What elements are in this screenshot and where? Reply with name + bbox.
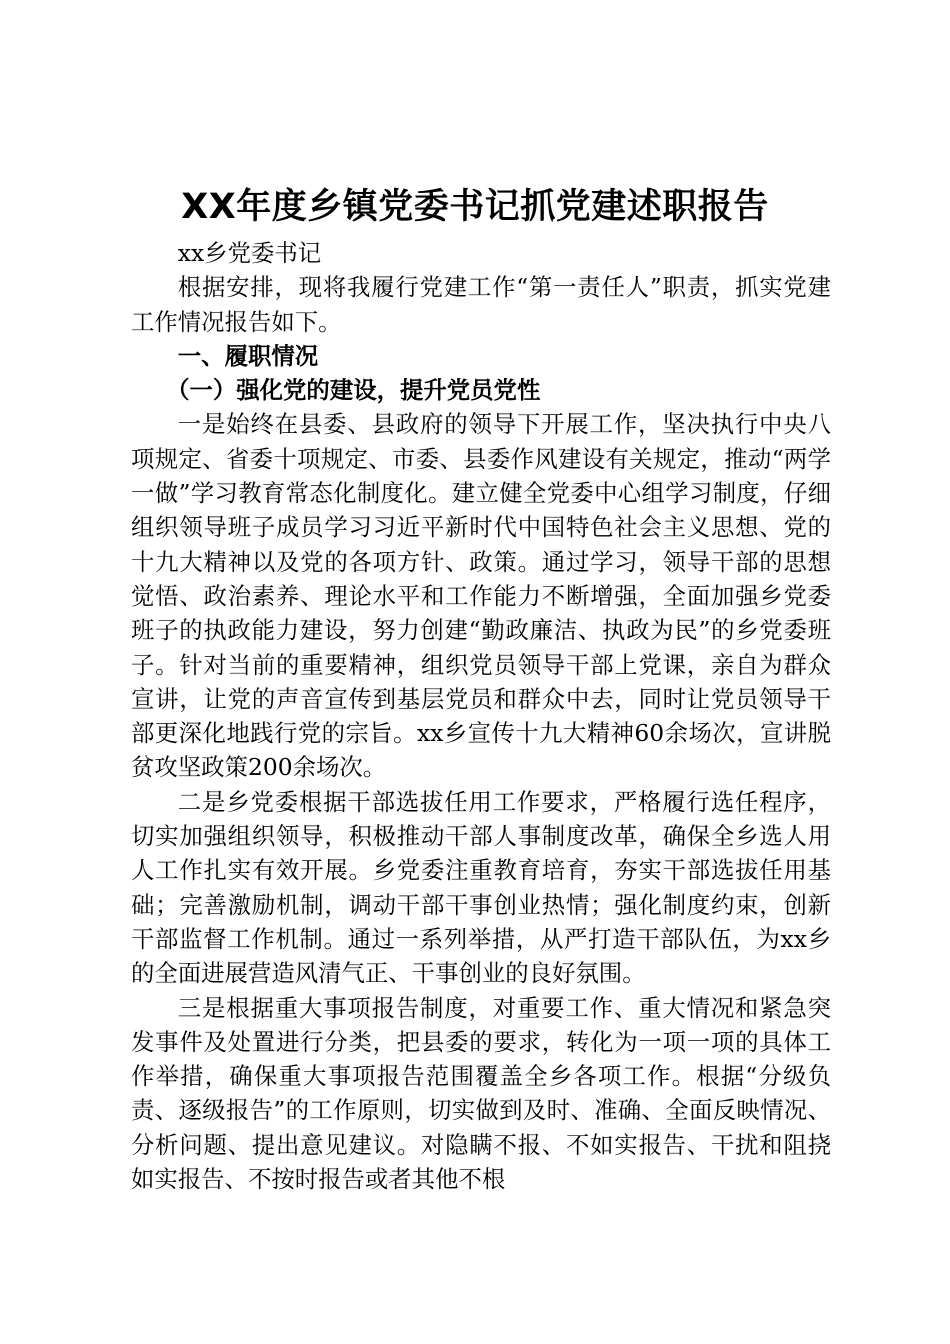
body-paragraph: 三是根据重大事项报告制度，对重要工作、重大情况和紧急突发事件及处置进行分类，把县委的要求，转化为一项一项的具体工作举措，确保重大事项报告范围覆盖全乡各项工作。根据“分级负责、逐级报告”的工作原则，切实做到及时、准确、全面反映情况、分析问题、提出意见建议。对隐瞒不报、不如实报告、干扰和阻挠如实报告、不按时报告或者其他不根: [131, 993, 831, 1194]
document-title: XX年度乡镇党委书记抓党建述职报告: [181, 187, 769, 227]
subsection-heading: （一）强化党的建设，提升党员党性: [166, 376, 541, 405]
body-paragraph: 一是始终在县委、县政府的领导下开展工作，坚决执行中央八项规定、省委十项规定、市委、县委作风建设有关规定，推动“两学一做”学习教育常态化制度化。建立健全党委中心组学习制度，仔细组织领导班子成员学习习近平新时代中国特色社会主义思想、党的十九大精神以及党的各项方针、政策。通过学习，领导干部的思想觉悟、政治素养、理论水平和工作能力不断增强，全面加强乡党委班子的执政能力建设，努力创建“勤政廉洁、执政为民”的乡党委班子。针对当前的重要精神，组织党员领导干部上党课，亲自为群众宣讲，让党的声音宣传到基层党员和群众中去，同时让党员领导干部更深化地践行党的宗旨。xx乡宣传十九大精神60余场次，宣讲脱贫攻坚政策200余场次。: [131, 410, 831, 782]
author-line: xx乡党委书记: [177, 239, 322, 267]
section-heading: 一、履职情况: [177, 341, 319, 370]
body-paragraph: 二是乡党委根据干部选拔任用工作要求，严格履行选任程序，切实加强组织领导，积极推动干部人事制度改革，确保全乡选人用人工作扎实有效开展。乡党委注重教育培育，夯实干部选拔任用基础；完善激励机制，调动干部干事创业热情；强化制度约束，创新干部监督工作机制。通过一系列举措，从严打造干部队伍，为xx乡的全面进展营造风清气正、干事创业的良好氛围。: [131, 787, 831, 988]
intro-paragraph: 根据安排，现将我履行党建工作“第一责任人”职责，抓实党建工作情况报告如下。: [131, 273, 831, 336]
document-body: [131, 236, 831, 1196]
